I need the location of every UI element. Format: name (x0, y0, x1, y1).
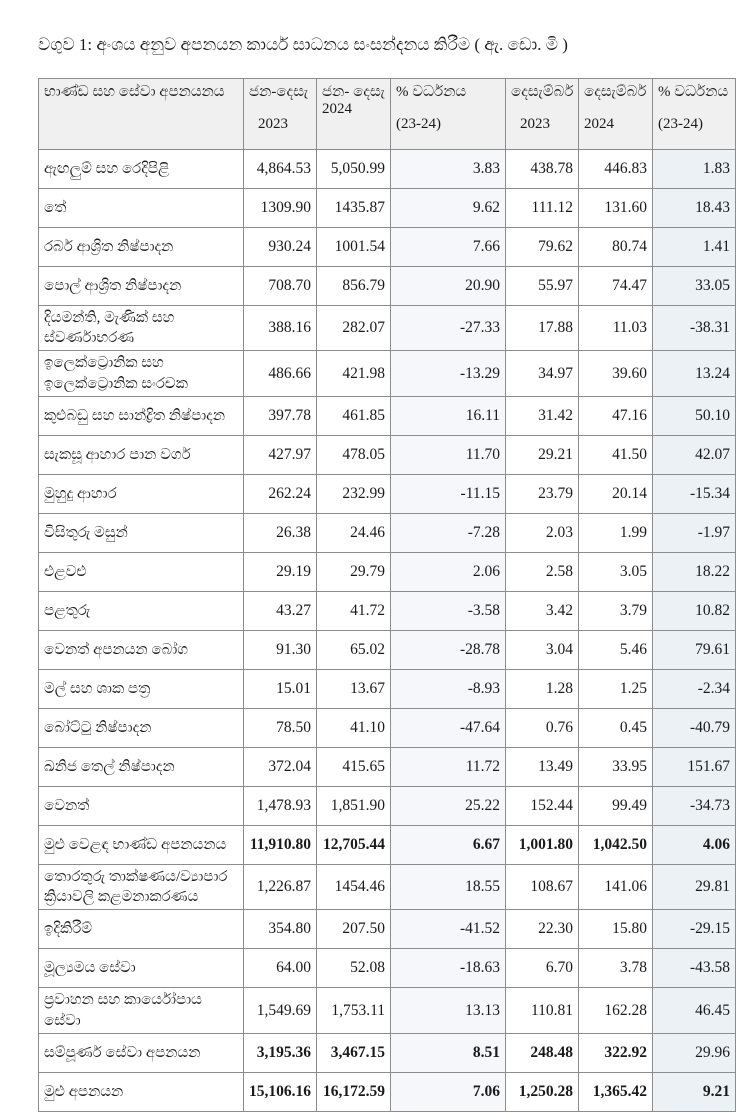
cell-value: 446.83 (579, 149, 653, 188)
cell-value: 33.05 (653, 266, 736, 305)
row-label: රබර් ආශ්‍රිත නිෂ්පාදන (39, 227, 244, 266)
cell-value: 41.10 (317, 708, 391, 747)
col-header (317, 78, 391, 149)
cell-value: 7.06 (391, 1072, 506, 1111)
table-row (39, 864, 736, 910)
cell-value: 46.45 (653, 988, 736, 1034)
cell-value: 1454.46 (317, 864, 391, 910)
table-row (39, 988, 736, 1034)
cell-value: 3.79 (579, 591, 653, 630)
row-label: මුහුදු ආහාර (39, 474, 244, 513)
cell-value: -43.58 (653, 949, 736, 988)
cell-value: 15.01 (244, 669, 317, 708)
cell-value: 10.82 (653, 591, 736, 630)
cell-value: -18.63 (391, 949, 506, 988)
row-label: ඇඟලුම් සහ රෙදිපිළි (39, 149, 244, 188)
cell-value: 3.04 (506, 630, 579, 669)
cell-value: 427.97 (244, 435, 317, 474)
cell-value: 108.67 (506, 864, 579, 910)
cell-value: -13.29 (391, 351, 506, 397)
cell-value: 6.67 (391, 825, 506, 864)
cell-value: 3.78 (579, 949, 653, 988)
row-label: පොල් ආශ්‍රිත නිෂ්පාදන (39, 266, 244, 305)
cell-value: -7.28 (391, 513, 506, 552)
cell-value: 207.50 (317, 910, 391, 949)
cell-value: 1,851.90 (317, 786, 391, 825)
cell-value: 24.46 (317, 513, 391, 552)
col-header-line1: දෙසැම්බර් (584, 83, 647, 100)
cell-value: 1,042.50 (579, 825, 653, 864)
cell-value: 2.06 (391, 552, 506, 591)
cell-value: 65.02 (317, 630, 391, 669)
cell-value: 1.83 (653, 149, 736, 188)
cell-value: 39.60 (579, 351, 653, 397)
row-label: තේ (39, 188, 244, 227)
row-label: මල් සහ ශාක පත්‍ර (39, 669, 244, 708)
cell-value: 282.07 (317, 305, 391, 351)
cell-value: 856.79 (317, 266, 391, 305)
col-header-line1: ජන-දෙසැ (249, 83, 309, 100)
cell-value: 3.83 (391, 149, 506, 188)
cell-value: 1,365.42 (579, 1072, 653, 1111)
cell-value: 47.16 (579, 396, 653, 435)
col-header (244, 78, 317, 149)
col-header-line1: % වර්ධනය (396, 83, 467, 100)
cell-value: 42.07 (653, 435, 736, 474)
row-label: දියමන්ති, මැණික් සහ ස්වර්ණාභරණ (39, 305, 244, 351)
table-row (39, 552, 736, 591)
cell-value: 11,910.80 (244, 825, 317, 864)
cell-value: 110.81 (506, 988, 579, 1034)
cell-value: 29.96 (653, 1033, 736, 1072)
cell-value: 162.28 (579, 988, 653, 1034)
cell-value: 13.49 (506, 747, 579, 786)
cell-value: 41.72 (317, 591, 391, 630)
col-header (579, 78, 653, 149)
col-header-line2: (23-24) (396, 115, 441, 132)
table-row (39, 825, 736, 864)
cell-value: 34.97 (506, 351, 579, 397)
header-row (39, 78, 736, 149)
cell-value: -27.33 (391, 305, 506, 351)
cell-value: 18.22 (653, 552, 736, 591)
cell-value: 29.79 (317, 552, 391, 591)
table-row (39, 1033, 736, 1072)
cell-value: 55.97 (506, 266, 579, 305)
col-header-line1: % වර්ධනය (658, 83, 729, 100)
cell-value: 80.74 (579, 227, 653, 266)
table-row (39, 351, 736, 397)
cell-value: 12,705.44 (317, 825, 391, 864)
table-row (39, 591, 736, 630)
cell-value: 13.67 (317, 669, 391, 708)
page-title: වගුව 1: අංශය අනුව අපනයන කාර්ය සාධනය සංසන්දනය කිරීම ( ඇ. ඩො. මි ) (38, 35, 568, 54)
cell-value: 78.50 (244, 708, 317, 747)
cell-value: 11.03 (579, 305, 653, 351)
cell-value: 438.78 (506, 149, 579, 188)
cell-value: 29.21 (506, 435, 579, 474)
cell-value: 74.47 (579, 266, 653, 305)
cell-value: 16,172.59 (317, 1072, 391, 1111)
table-row (39, 474, 736, 513)
cell-value: 415.65 (317, 747, 391, 786)
table-row (39, 786, 736, 825)
cell-value: 2.58 (506, 552, 579, 591)
cell-value: 4,864.53 (244, 149, 317, 188)
col-header-line2: 2023 (258, 115, 288, 132)
cell-value: 5.46 (579, 630, 653, 669)
col-header-goods-services: භාණ්ඩ සහ සේවා අපනයනය (39, 78, 244, 149)
cell-value: 388.16 (244, 305, 317, 351)
cell-value: 1,226.87 (244, 864, 317, 910)
cell-value: 99.49 (579, 786, 653, 825)
col-header-line2: 2023 (520, 115, 550, 132)
cell-value: 3,195.36 (244, 1033, 317, 1072)
table-row (39, 188, 736, 227)
cell-value: 262.24 (244, 474, 317, 513)
cell-value: 1.28 (506, 669, 579, 708)
cell-value: 41.50 (579, 435, 653, 474)
row-label: ප්‍රවාහන සහ කාර්යෝපාය සේවා (39, 988, 244, 1034)
cell-value: 0.45 (579, 708, 653, 747)
cell-value: 9.62 (391, 188, 506, 227)
cell-value: 91.30 (244, 630, 317, 669)
cell-value: 6.70 (506, 949, 579, 988)
cell-value: 29.81 (653, 864, 736, 910)
table-row (39, 1072, 736, 1111)
cell-value: 3.42 (506, 591, 579, 630)
cell-value: 2.03 (506, 513, 579, 552)
table-row (39, 513, 736, 552)
cell-value: 486.66 (244, 351, 317, 397)
row-label: බෝට්ටු නිෂ්පාදන (39, 708, 244, 747)
cell-value: 29.19 (244, 552, 317, 591)
cell-value: 16.11 (391, 396, 506, 435)
cell-value: 8.51 (391, 1033, 506, 1072)
cell-value: 1.99 (579, 513, 653, 552)
col-header (653, 78, 736, 149)
cell-value: 151.67 (653, 747, 736, 786)
cell-value: 111.12 (506, 188, 579, 227)
cell-value: 11.70 (391, 435, 506, 474)
table-row (39, 949, 736, 988)
table-header (39, 78, 736, 149)
cell-value: 131.60 (579, 188, 653, 227)
cell-value: 13.24 (653, 351, 736, 397)
col-header-line2: 2024 (322, 100, 352, 117)
col-header-line2: (23-24) (658, 115, 703, 132)
cell-value: 18.55 (391, 864, 506, 910)
row-label: විසිතුරු මසුන් (39, 513, 244, 552)
cell-value: 248.48 (506, 1033, 579, 1072)
row-label: කුළුබඩු සහ සාන්ද්‍රිත නිෂ්පාදන (39, 396, 244, 435)
row-label: මුළු අපනයන (39, 1072, 244, 1111)
table-row (39, 747, 736, 786)
cell-value: -34.73 (653, 786, 736, 825)
cell-value: 25.22 (391, 786, 506, 825)
cell-value: 1,549.69 (244, 988, 317, 1034)
cell-value: 1,250.28 (506, 1072, 579, 1111)
cell-value: 17.88 (506, 305, 579, 351)
cell-value: 18.43 (653, 188, 736, 227)
table-row (39, 630, 736, 669)
cell-value: 152.44 (506, 786, 579, 825)
cell-value: 421.98 (317, 351, 391, 397)
row-label: ඉලෙක්ට්‍රොනික සහ ඉලෙක්ට්‍රොනික සංරචක (39, 351, 244, 397)
table-row (39, 910, 736, 949)
row-label: ඛනිජ තෙල් නිෂ්පාදන (39, 747, 244, 786)
cell-value: 397.78 (244, 396, 317, 435)
cell-value: 141.06 (579, 864, 653, 910)
cell-value: 354.80 (244, 910, 317, 949)
cell-value: -11.15 (391, 474, 506, 513)
table-row (39, 227, 736, 266)
col-header-line2: 2024 (584, 115, 614, 132)
cell-value: -47.64 (391, 708, 506, 747)
col-header (506, 78, 579, 149)
cell-value: -15.34 (653, 474, 736, 513)
cell-value: 79.62 (506, 227, 579, 266)
cell-value: 1.25 (579, 669, 653, 708)
cell-value: 31.42 (506, 396, 579, 435)
cell-value: 1001.54 (317, 227, 391, 266)
cell-value: 23.79 (506, 474, 579, 513)
row-label: තොරතුරු තාක්ෂණය/ව්‍යාපාර ක්‍රියාවලි කළමනාකරණය (39, 864, 244, 910)
cell-value: 22.30 (506, 910, 579, 949)
cell-value: 7.66 (391, 227, 506, 266)
cell-value: 322.92 (579, 1033, 653, 1072)
table-row (39, 669, 736, 708)
cell-value: 1,001.80 (506, 825, 579, 864)
table-body (39, 149, 736, 1111)
cell-value: -8.93 (391, 669, 506, 708)
cell-value: 1435.87 (317, 188, 391, 227)
row-label: මුළු වෙළඳ භාණ්ඩ අපනයනය (39, 825, 244, 864)
row-label: වෙනත් අපනයන බෝග (39, 630, 244, 669)
cell-value: 708.70 (244, 266, 317, 305)
cell-value: 478.05 (317, 435, 391, 474)
cell-value: 5,050.99 (317, 149, 391, 188)
cell-value: 13.13 (391, 988, 506, 1034)
row-label: වෙනත් (39, 786, 244, 825)
cell-value: -29.15 (653, 910, 736, 949)
cell-value: 26.38 (244, 513, 317, 552)
cell-value: 1309.90 (244, 188, 317, 227)
cell-value: 15,106.16 (244, 1072, 317, 1111)
cell-value: 4.06 (653, 825, 736, 864)
cell-value: 461.85 (317, 396, 391, 435)
cell-value: 11.72 (391, 747, 506, 786)
cell-value: 0.76 (506, 708, 579, 747)
table-row (39, 305, 736, 351)
cell-value: 1.41 (653, 227, 736, 266)
cell-value: -2.34 (653, 669, 736, 708)
cell-value: 64.00 (244, 949, 317, 988)
cell-value: -41.52 (391, 910, 506, 949)
row-label: එළවළු (39, 552, 244, 591)
table-row (39, 708, 736, 747)
cell-value: -38.31 (653, 305, 736, 351)
table-row (39, 266, 736, 305)
cell-value: 20.90 (391, 266, 506, 305)
exports-performance-table (38, 78, 736, 1112)
cell-value: 3.05 (579, 552, 653, 591)
col-header-line1: ජන- දෙසැ (322, 83, 385, 100)
row-label: සම්පූර්ණ සේවා අපනයන (39, 1033, 244, 1072)
cell-value: 43.27 (244, 591, 317, 630)
cell-value: -40.79 (653, 708, 736, 747)
col-header (391, 78, 506, 149)
table-row (39, 396, 736, 435)
cell-value: 33.95 (579, 747, 653, 786)
cell-value: 52.08 (317, 949, 391, 988)
table-row (39, 435, 736, 474)
cell-value: -1.97 (653, 513, 736, 552)
cell-value: 3,467.15 (317, 1033, 391, 1072)
cell-value: 930.24 (244, 227, 317, 266)
col-header-line1: දෙසැම්බර් (511, 83, 574, 100)
row-label: පළතුරු (39, 591, 244, 630)
cell-value: 20.14 (579, 474, 653, 513)
cell-value: 50.10 (653, 396, 736, 435)
cell-value: 15.80 (579, 910, 653, 949)
table-row (39, 149, 736, 188)
cell-value: 1,753.11 (317, 988, 391, 1034)
cell-value: -28.78 (391, 630, 506, 669)
cell-value: 9.21 (653, 1072, 736, 1111)
cell-value: -3.58 (391, 591, 506, 630)
cell-value: 79.61 (653, 630, 736, 669)
row-label: ඉදිකිරීම් (39, 910, 244, 949)
row-label: මූල්‍යමය සේවා (39, 949, 244, 988)
cell-value: 1,478.93 (244, 786, 317, 825)
cell-value: 372.04 (244, 747, 317, 786)
cell-value: 232.99 (317, 474, 391, 513)
row-label: සැකසූ ආහාර පාන වර්ග (39, 435, 244, 474)
